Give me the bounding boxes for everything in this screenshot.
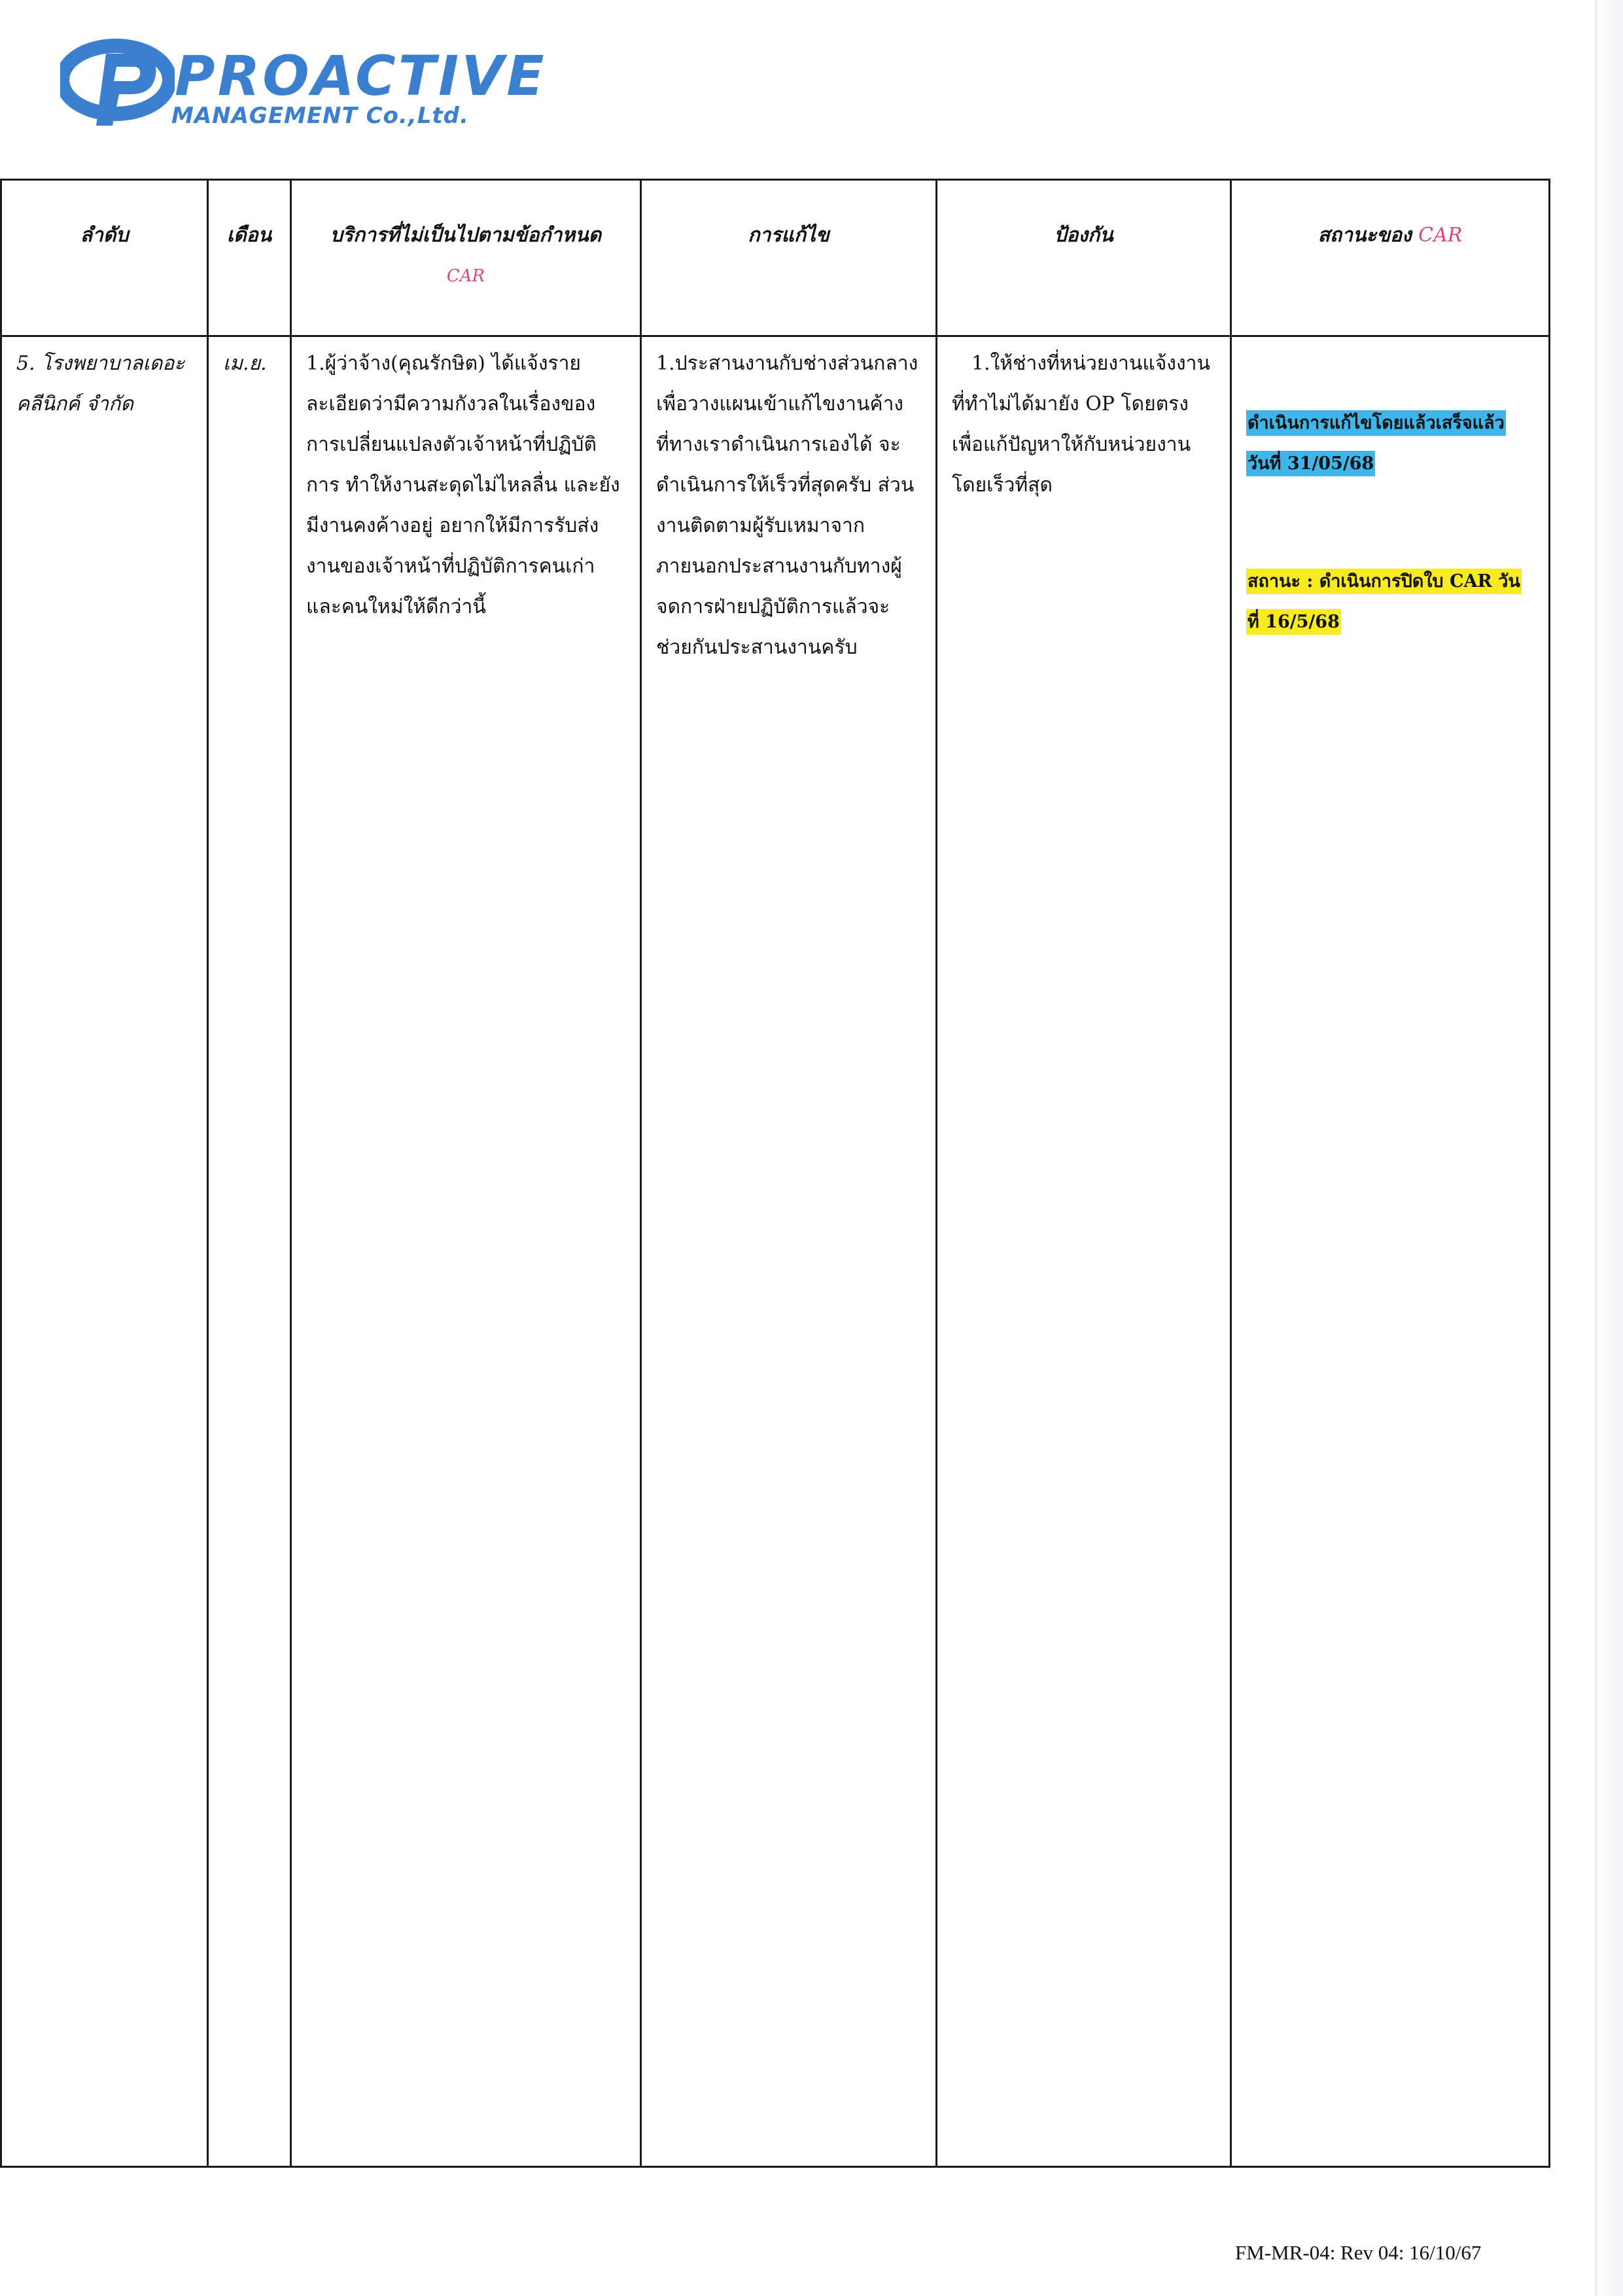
header-issue xyxy=(291,180,641,336)
page-edge xyxy=(1596,0,1623,2296)
cell-order: 5. โรงพยาบาลเดอะคลีนิกค์ จำกัด xyxy=(1,336,208,2167)
company-logo xyxy=(60,34,547,132)
header-prevention: ป้องกัน xyxy=(937,180,1231,336)
car-table xyxy=(0,179,1550,2168)
logo-name: PROACTIVE xyxy=(175,44,547,108)
logo-subtitle: MANAGEMENT Co.,Ltd. xyxy=(171,103,469,129)
header-month: เดือน xyxy=(208,180,291,336)
status-complete xyxy=(1246,402,1529,484)
header-issue-label: บริการที่ไม่เป็นไปตามข้อกำหนด xyxy=(330,224,602,247)
cell-prevention: 1.ให้ช่างที่หน่วยงานแจ้งงานที่ทำไม่ได้มายัง OP โดยตรง เพื่อแก้ปัญหาให้กับหน่วยงานโดยเร็วที่สุด xyxy=(937,336,1231,2167)
cell-month: เม.ย. xyxy=(208,336,291,2167)
header-status xyxy=(1231,180,1550,336)
header-status-label: สถานะของ xyxy=(1318,224,1412,247)
table-row xyxy=(1,336,1550,2167)
status-closed-text: สถานะ : ดำเนินการปิดใบ CAR วันที่ 16/5/68 xyxy=(1246,569,1522,635)
status-closed xyxy=(1246,561,1529,642)
proactive-p-logo-icon xyxy=(60,34,175,132)
status-complete-text: ดำเนินการแก้ไขโดยแล้วเสร็จแล้ว xyxy=(1246,410,1506,436)
cell-issue: 1.ผู้ว่าจ้าง(คุณรักษิต) ได้แจ้งรายละเอียดว่ามีความกังวลในเรื่องของการเปลี่ยนแปลงตัวเจ้าหน้าที่ปฏิบัติการ ทำให้งานสะดุดไม่ไหลลื่น และยังมีงานคงค้างอยู่ อยากให้มีการรับส่งงานของเจ้าหน้าที่ปฏิบัติการคนเก่าและคนใหม่ให้ดีกว่านี้ xyxy=(291,336,641,2167)
document-code: FM-MR-04: Rev 04: 16/10/67 xyxy=(1235,2241,1482,2264)
header-issue-car: CAR xyxy=(446,266,485,286)
cell-status xyxy=(1231,336,1550,2167)
status-complete-date: วันที่ 31/05/68 xyxy=(1246,451,1375,476)
cell-correction: 1.ประสานงานกับช่างส่วนกลางเพื่อวางแผนเข้าแก้ไขงานค้างที่ทางเราดำเนินการเองได้ จะดำเนินการให้เร็วที่สุดครับ ส่วนงานติดตามผู้รับเหมาจากภายนอกประสานงานกับทางผู้จดการฝ่ายปฏิบัติการแล้วจะช่วยกันประสานงานครับ xyxy=(641,336,937,2167)
header-order: ลำดับ xyxy=(1,180,208,336)
table-header-row xyxy=(1,180,1550,336)
header-status-car: CAR xyxy=(1418,224,1463,247)
header-correction: การแก้ไข xyxy=(641,180,937,336)
